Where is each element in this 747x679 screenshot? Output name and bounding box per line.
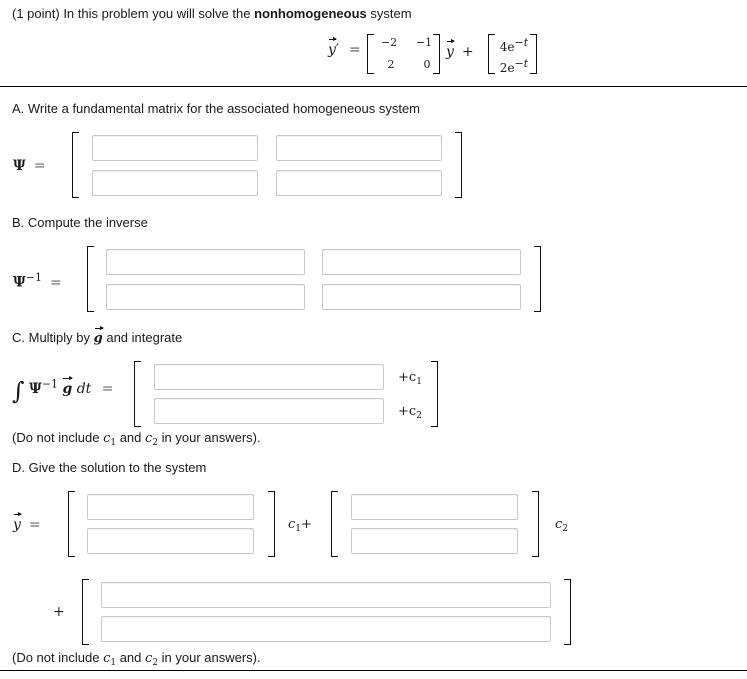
part-a-label: A. Write a fundamental matrix for the associated homogeneous system bbox=[12, 101, 421, 116]
integral-entry-2[interactable] bbox=[154, 398, 384, 424]
particular-plus: + bbox=[53, 604, 65, 620]
solution-vec1-entry-1[interactable] bbox=[87, 494, 254, 520]
forcing-right-bracket bbox=[530, 34, 537, 74]
divider-top bbox=[0, 86, 747, 87]
coef-a11: −2 bbox=[380, 36, 398, 49]
plus-c2: $+c_2$ bbox=[398, 404, 422, 421]
psi-inverse-symbol: $\Psi^{-1}$ = bbox=[13, 271, 62, 291]
coefficient-c2: $c_2$ bbox=[555, 517, 569, 534]
psi-inv-entry-12[interactable] bbox=[322, 249, 521, 275]
intro-tail: system bbox=[366, 6, 412, 21]
plus-c1: $+c_1$ bbox=[398, 370, 422, 387]
solution-vec2-entry-2[interactable] bbox=[351, 528, 518, 554]
integral-expression: ∫ $\Psi^{-1}$ g dt = bbox=[12, 377, 114, 405]
part-c-label: C. Multiply by g and integrate bbox=[12, 330, 183, 346]
system-y-vector: y bbox=[446, 44, 454, 60]
integral-left-bracket bbox=[134, 361, 141, 427]
psi-entry-12[interactable] bbox=[276, 135, 442, 161]
psi-matrix-right-bracket bbox=[455, 132, 462, 198]
coef-matrix-right-bracket bbox=[433, 34, 440, 74]
solution-vec2-entry-1[interactable] bbox=[351, 494, 518, 520]
sol-vec3-right-bracket bbox=[564, 579, 571, 645]
integral-entry-1[interactable] bbox=[154, 364, 384, 390]
part-d-label: D. Give the solution to the system bbox=[12, 460, 207, 475]
psi-entry-22[interactable] bbox=[276, 170, 442, 196]
note-no-constants-2: (Do not include $c_1$ and $c_2$ in your answers). bbox=[12, 650, 261, 668]
nonhomogeneous-word: nonhomogeneous bbox=[254, 6, 367, 21]
psi-entry-21[interactable] bbox=[92, 170, 258, 196]
sol-vec2-right-bracket bbox=[532, 491, 539, 557]
divider-bottom bbox=[0, 670, 747, 671]
coefficient-c1: $c_1+$ bbox=[288, 517, 312, 534]
solution-vec1-entry-2[interactable] bbox=[87, 528, 254, 554]
psi-inv-entry-21[interactable] bbox=[106, 284, 305, 310]
particular-entry-1[interactable] bbox=[101, 582, 551, 608]
part-b-label: B. Compute the inverse bbox=[12, 215, 148, 230]
solution-y-symbol: y = bbox=[13, 517, 41, 533]
sol-vec2-left-bracket bbox=[331, 491, 338, 557]
coef-matrix-left-bracket bbox=[367, 34, 374, 74]
sol-vec3-left-bracket bbox=[82, 579, 89, 645]
forcing-top: $4e^{-t}$ bbox=[499, 36, 529, 54]
psi-matrix-left-bracket bbox=[72, 132, 79, 198]
g-vector-label: g bbox=[93, 331, 103, 346]
psi-inv-right-bracket bbox=[534, 246, 541, 312]
psi-symbol-a: Ψ = bbox=[13, 158, 46, 174]
psi-inv-left-bracket bbox=[87, 246, 94, 312]
particular-entry-2[interactable] bbox=[101, 616, 551, 642]
sol-vec1-left-bracket bbox=[68, 491, 75, 557]
note-no-constants-1: (Do not include $c_1$ and $c_2$ in your answers). bbox=[12, 430, 261, 448]
coef-a12: −1 bbox=[415, 36, 433, 49]
lhs-equals: = bbox=[349, 42, 361, 58]
integral-right-bracket bbox=[431, 361, 438, 427]
psi-entry-11[interactable] bbox=[92, 135, 258, 161]
points-label: (1 point) bbox=[12, 6, 60, 21]
psi-inv-entry-22[interactable] bbox=[322, 284, 521, 310]
coef-a21: 2 bbox=[387, 58, 395, 71]
problem-header bbox=[12, 6, 412, 21]
intro-text: In this problem you will solve the bbox=[59, 6, 255, 21]
lhs-y-prime: y′ bbox=[328, 42, 340, 58]
sol-vec1-right-bracket bbox=[268, 491, 275, 557]
psi-inv-entry-11[interactable] bbox=[106, 249, 305, 275]
forcing-bottom: $2e^{-t}$ bbox=[499, 57, 529, 75]
forcing-left-bracket bbox=[488, 34, 495, 74]
system-plus: + bbox=[462, 44, 474, 60]
coef-a22: 0 bbox=[423, 58, 431, 71]
